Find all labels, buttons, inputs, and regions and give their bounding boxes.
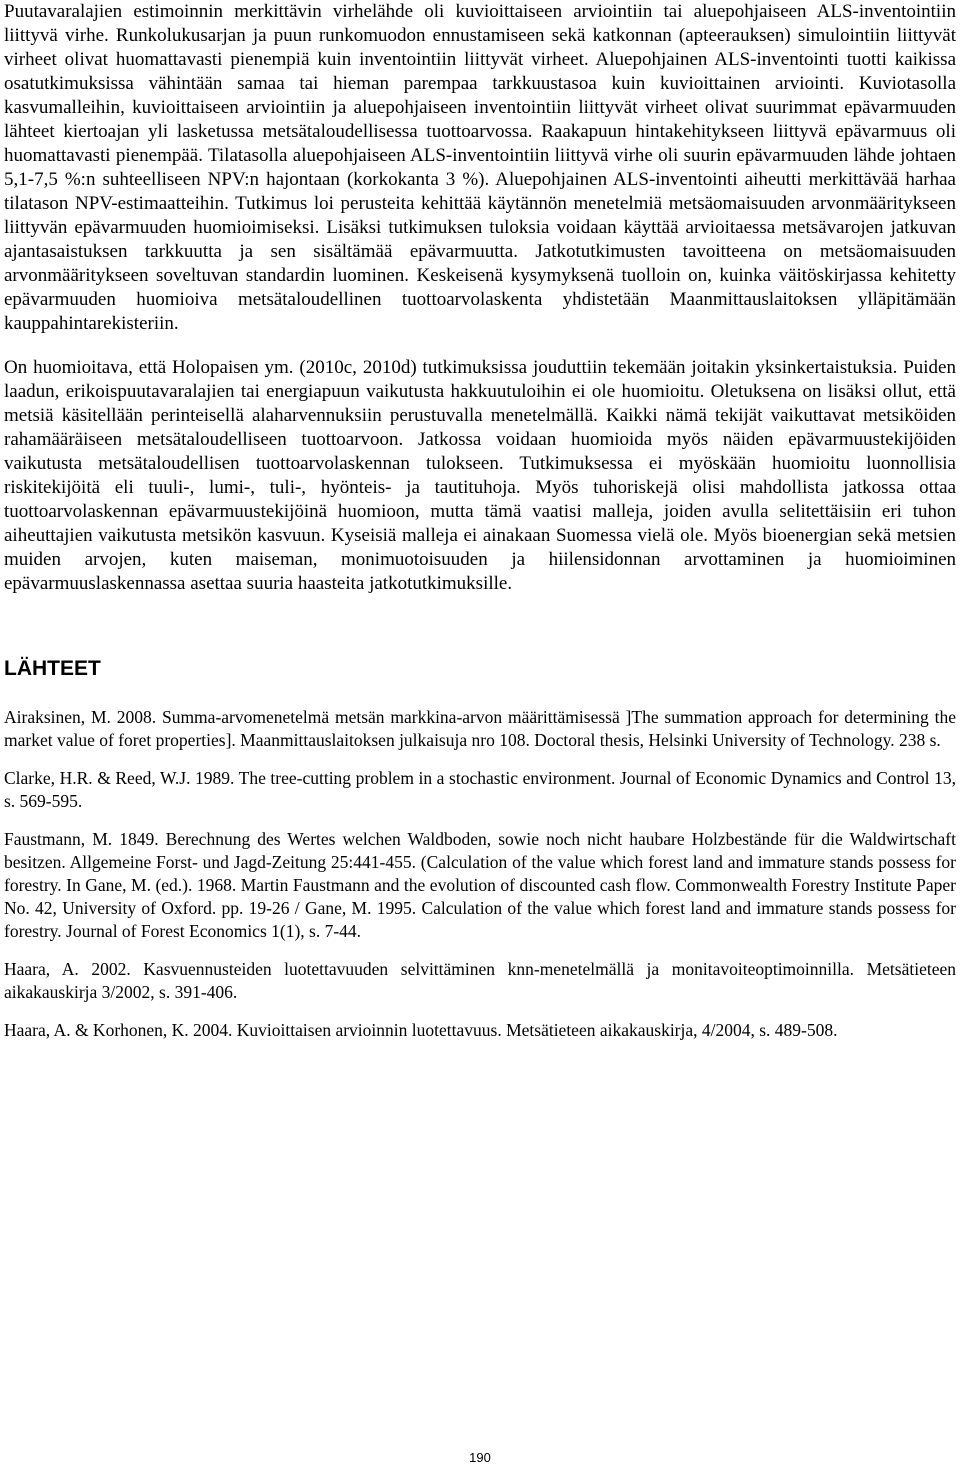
reference-item: Haara, A. & Korhonen, K. 2004. Kuvioittaisen arvioinnin luotettavuus. Metsätieteen aikakauskirja, 4/2004, s. 489-508.	[4, 1020, 838, 1040]
page-content	[4, 0, 956, 1057]
reference-item: Haara, A. 2002. Kasvuennusteiden luotettavuuden selvittäminen knn-menetelmällä ja monitavoiteoptimoinnilla. Metsätieteen aikakauskirja 3/2002, s. 391-406.	[4, 959, 956, 1002]
reference-item: Clarke, H.R. & Reed, W.J. 1989. The tree-cutting problem in a stochastic environment. Journal of Economic Dynamics and Control 13, s. 569-595.	[4, 768, 956, 811]
reference-item: Faustmann, M. 1849. Berechnung des Wertes welchen Waldboden, sowie noch nicht haubare Holzbestände für die Waldwirtschaft besitzen. Allgemeine Forst- und Jagd-Zeitung 25:441-455. (Calculation of the value which forest land and immature stands possess for forestry. In Gane, M. (ed.). 1968. Martin Faustmann and the evolution of discounted cash flow. Commonwealth Forestry Institute Paper No. 42, University of Oxford. pp. 19-26 / Gane, M. 1995. Calculation of the value which forest land and immature stands possess for forestry. Journal of Forest Economics 1(1), s. 7-44.	[4, 829, 956, 941]
body-paragraph-1: Puutavaralajien estimoinnin merkittävin virhelähde oli kuvioittaiseen arviointiin tai aluepohjaiseen ALS-inventointiin liittyvä virhe. Runkolukusarjan ja puun runkomuodon ennustamiseen sekä katkonnan (apteerauksen) simulointiin liittyvät virheet olivat huomattavasti pienempiä kuin inventointiin liittyvät virheet. Aluepohjainen ALS-inventointi tuotti kaikissa osatutkimuksissa vähintään samaa tai hieman parempaa tarkkuustasoa kuin kuvioittainen arviointi. Kuviotasolla kasvumalleihin, kuvioittaiseen arviointiin ja aluepohjaiseen inventointiin liittyvät virheet olivat suurimmat epävarmuuden lähteet kiertoajan yli lasketussa metsätaloudellisessa tuottoarvossa. Raakapuun hintakehitykseen liittyvä epävarmuus oli huomattavasti pienempää. Tilatasolla aluepohjaiseen ALS-inventointiin liittyvä virhe oli suurin epävarmuuden lähde johtaen 5,1-7,5 %:n suhteelliseen NPV:n hajontaan (korkokanta 3 %). Aluepohjainen ALS-inventointi aiheutti merkittävää harhaa tilatason NPV-estimaatteihin. Tutkimus loi perusteita kehittää käytännön menetelmiä metsäomaisuuden arvonmääritykseen liittyvän epävarmuuden huomioimiseksi. Lisäksi tutkimuksen tuloksia voidaan käyttää arvioitaessa metsävarojen jatkuvan ajantasaistuksen tarkkuutta ja sen sisältämää epävarmuutta. Jatkotutkimusten tavoitteena on metsäomaisuuden arvonmääritykseen soveltuvan standardin luominen. Keskeisenä kysymyksenä tuolloin on, kuinka väitöskirjassa kehitetty epävarmuuden huomioiva metsätaloudellinen tuottoarvolaskenta yhdistetään Maanmittauslaitoksen ylläpitämään kauppahintarekisteriin.	[4, 1, 956, 334]
body-paragraph-2: On huomioitava, että Holopaisen ym. (2010c, 2010d) tutkimuksissa jouduttiin tekemään joitakin yksinkertaistuksia. Puiden laadun, erikoispuutavaralajien tai energiapuun vaikutusta hakkuutuloihin ei ole huomioitu. Oletuksena on lisäksi ollut, että metsiä käsitellään perinteisellä alaharvennuksiin perustuvalla menetelmällä. Kaikki nämä tekijät vaikuttavat metsiköiden rahamääräiseen metsätaloudelliseen tuottoarvoon. Jatkossa voidaan huomioida myös näiden epävarmuustekijöiden vaikutusta metsätaloudellisen tuottoarvolaskennan tulokseen. Tutkimuksessa ei myöskään huomioitu luonnollisia riskitekijöitä eli tuuli-, lumi-, tuli-, hyönteis- ja tautituhoja. Myös tuhoriskejä olisi mahdollista jatkossa ottaa tuottoarvolaskennan epävarmuustekijöinä huomioon, mutta tämä vaatisi malleja, joiden avulla selitettäisiin eri tuhon aiheuttajien vaikutusta metsikön kasvuun. Kyseisiä malleja ei ainakaan Suomessa vielä ole. Myös bioenergian sekä metsien muiden arvojen, kuten maiseman, monimuotoisuuden ja hiilensidonnan arvottaminen ja huomioiminen epävarmuuslaskennassa asettaa suuria haasteita jatkotutkimuksille.	[4, 357, 956, 594]
page-number: 190	[469, 1450, 491, 1465]
references-heading: LÄHTEET	[4, 657, 101, 680]
reference-item: Airaksinen, M. 2008. Summa-arvomenetelmä metsän markkina-arvon määrittämisessä ]The summation approach for determining the market value of foret properties]. Maanmittauslaitoksen julkaisuja nro 108. Doctoral thesis, Helsinki University of Technology. 238 s.	[4, 707, 956, 750]
reference-list	[4, 706, 956, 1042]
